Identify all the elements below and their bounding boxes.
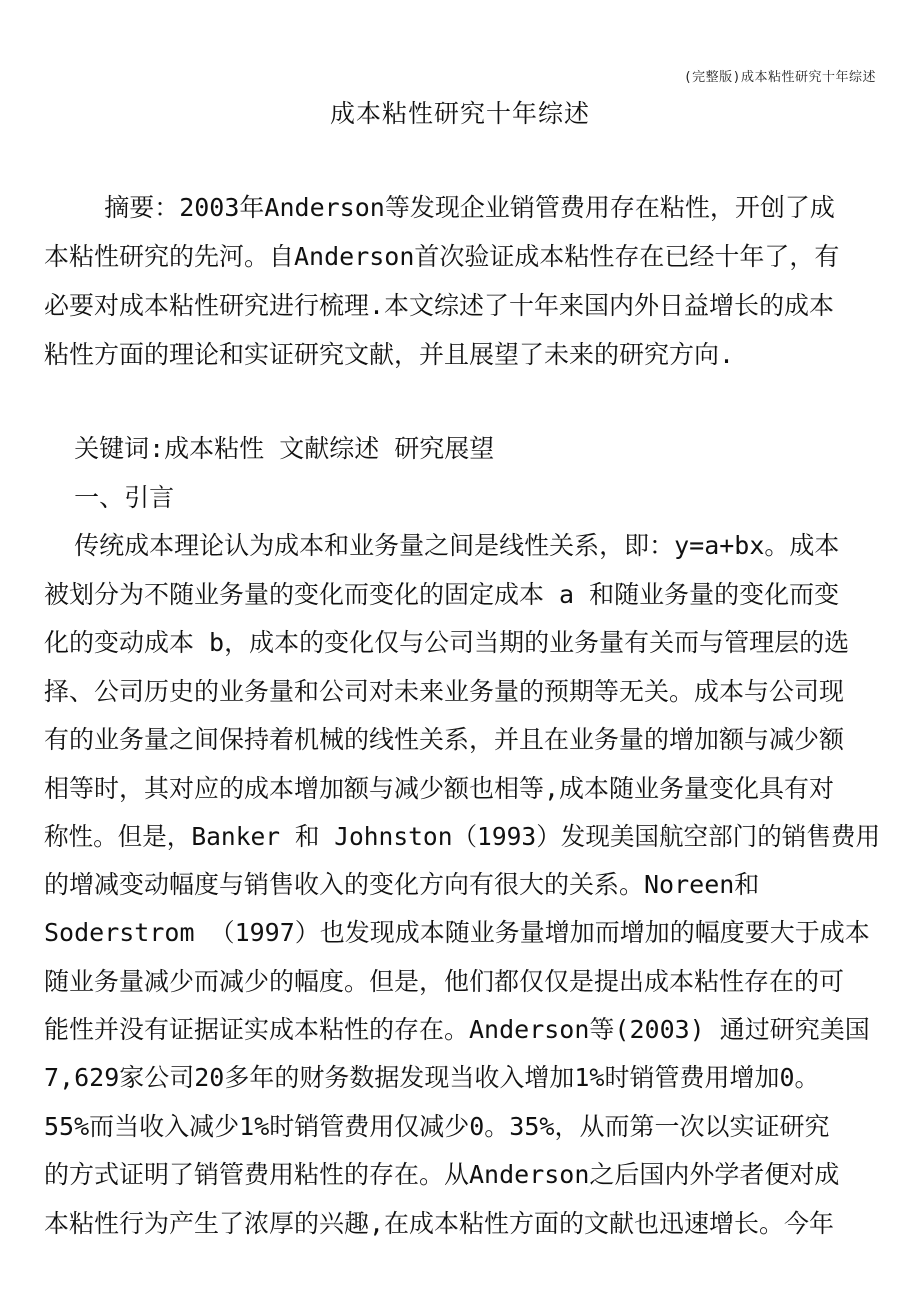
paragraph-line: 择、公司历史的业务量和公司对未来业务量的预期等无关。成本与公司现	[44, 677, 845, 706]
paragraph-line: 55%而当收入减少1%时销管费用仅减少0。35%，从而第一次以实证研究	[44, 1112, 830, 1141]
paragraph-line: 被划分为不随业务量的变化而变化的固定成本 a 和随业务量的变化而变	[44, 580, 840, 609]
abstract-line: 粘性方面的理论和实证研究文献，并且展望了未来的研究方向.	[44, 340, 735, 369]
paragraph-line: 传统成本理论认为成本和业务量之间是线性关系，即：y=a+bx。成本	[44, 531, 840, 560]
paragraph-line: 称性。但是，Banker 和 Johnston（1993）发现美国航空部门的销售费用	[44, 822, 881, 851]
abstract-line: 必要对成本粘性研究进行梳理.本文综述了十年来国内外日益增长的成本	[44, 291, 835, 320]
abstract-line: 摘要：2003年Anderson等发现企业销管费用存在粘性，开创了成	[44, 193, 835, 222]
paragraph-line: 随业务量减少而减少的幅度。但是，他们都仅仅是提出成本粘性存在的可	[44, 967, 845, 996]
page-header: (完整版)成本粘性研究十年综述	[683, 70, 876, 85]
abstract-line: 本粘性研究的先河。自Anderson首次验证成本粘性存在已经十年了，有	[44, 242, 840, 271]
section-heading: 一、引言	[44, 483, 175, 512]
paragraph-line: 本粘性行为产生了浓厚的兴趣,在成本粘性方面的文献也迅速增长。今年	[44, 1209, 835, 1238]
paragraph-line: 的方式证明了销管费用粘性的存在。从Anderson之后国内外学者便对成	[44, 1160, 840, 1189]
paragraph-line: 有的业务量之间保持着机械的线性关系，并且在业务量的增加额与减少额	[44, 725, 845, 754]
paragraph-line: 的增减变动幅度与销售收入的变化方向有很大的关系。Noreen和	[44, 870, 760, 899]
paragraph-line: 能性并没有证据证实成本粘性的存在。Anderson等(2003) 通过研究美国	[44, 1015, 870, 1044]
document-title: 成本粘性研究十年综述	[329, 99, 590, 128]
paragraph-line: 化的变动成本 b，成本的变化仅与公司当期的业务量有关而与管理层的选	[44, 628, 850, 657]
keywords-line: 关键词:成本粘性 文献综述 研究展望	[44, 434, 495, 463]
paragraph-line: Soderstrom （1997）也发现成本随业务量增加而增加的幅度要大于成本	[44, 918, 870, 947]
paragraph-line: 7,629家公司20多年的财务数据发现当收入增加1%时销管费用增加0。	[44, 1063, 820, 1092]
paragraph-line: 相等时，其对应的成本增加额与减少额也相等,成本随业务量变化具有对	[44, 774, 835, 803]
